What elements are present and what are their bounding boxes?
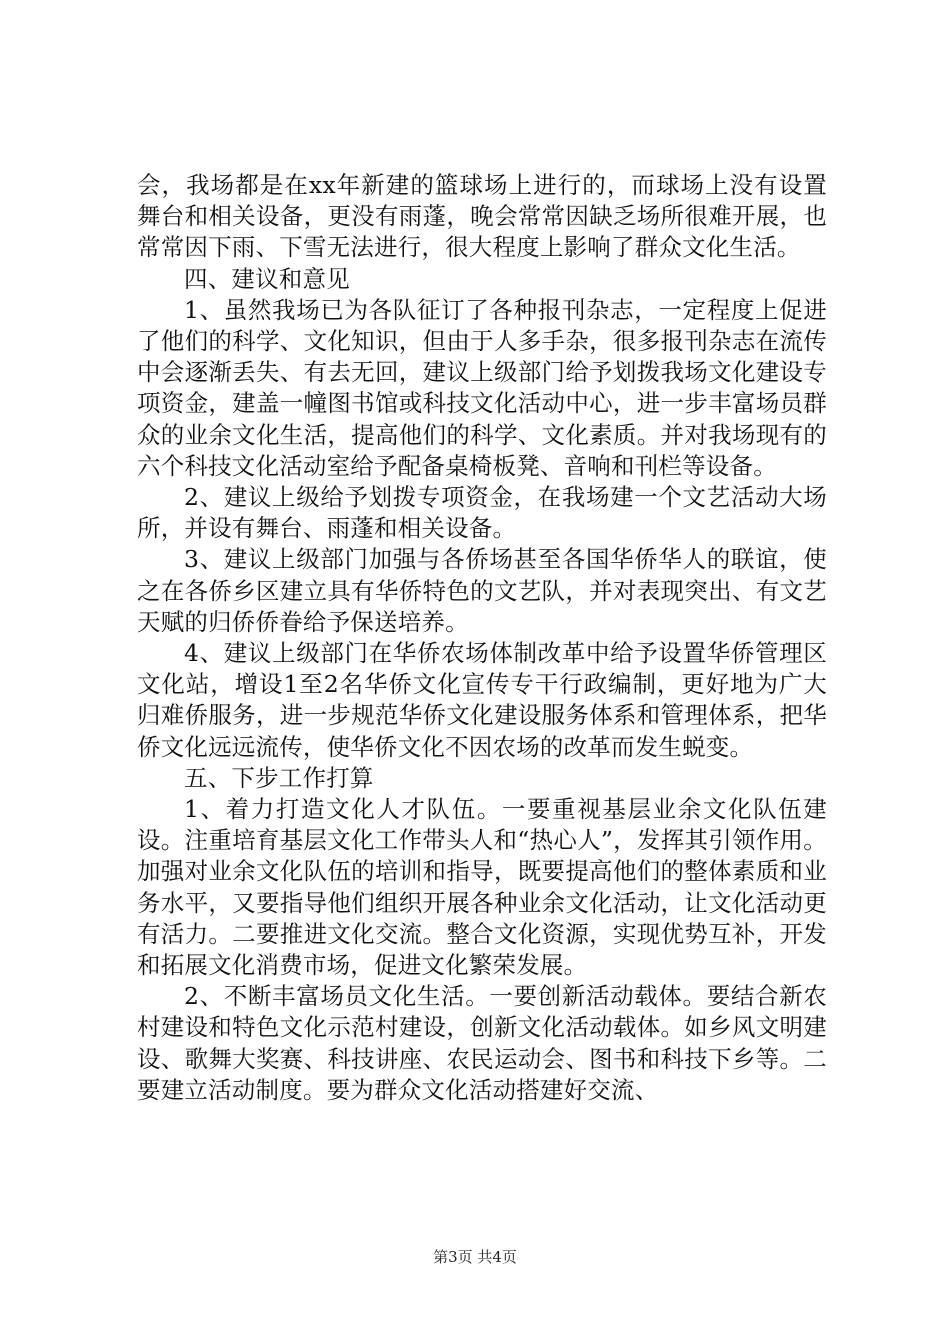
paragraph-continuation: 会，我场都是在xx年新建的篮球场上进行的，而球场上没有设置舞台和相关设备，更没有雨蓬，晚会常常因缺乏场所很难开展，也常常因下雨、下雪无法进行，很大程度上影响了群众文化生活。 [137, 171, 827, 262]
paragraph-suggestion-1: 1、虽然我场已为各队征订了各种报刊杂志，一定程度上促进了他们的科学、文化知识，但由于人多手杂，很多报刊杂志在流传中会逐渐丢失、有去无回，建议上级部门给予划拨我场文化建设专项资金，建盖一幢图书馆或科技文化活动中心，进一步丰富场员群众的业余文化生活，提高他们的科学、文化素质。并对我场现有的六个科技文化活动室给予配备桌椅板凳、音响和刊栏等设备。 [137, 295, 827, 480]
paragraph-plan-2: 2、不断丰富场员文化生活。一要创新活动载体。要结合新农村建设和特色文化示范村建设，创新文化活动载体。如乡风文明建设、歌舞大奖赛、科技讲座、农民运动会、图书和科技下乡等。二要建立活动制度。要为群众文化活动搭建好交流、 [137, 982, 827, 1104]
paragraph-suggestion-4: 4、建议上级部门在华侨农场体制改革中给予设置华侨管理区文化站，增设1至2名华侨文化宣传专干行政编制，更好地为广大归难侨服务，进一步规范华侨文化建设服务体系和管理体系，把华侨文化远远流传，使华侨文化不因农场的改革而发生蜕变。 [137, 639, 827, 761]
section-heading-next-steps: 五、下步工作打算 [184, 763, 374, 792]
document-body [137, 170, 827, 1106]
page-footer [0, 1246, 950, 1267]
paragraph-plan-1: 1、着力打造文化人才队伍。一要重视基层业余文化队伍建设。注重培育基层文化工作带头人和“热心人”，发挥其引领作用。加强对业余文化队伍的培训和指导，既要提高他们的整体素质和业务水平，又要指导他们组织开展各种业余文化活动，让文化活动更有活力。二要推进文化交流。整合文化资源，实现优势互补，开发和拓展文化消费市场，促进文化繁荣发展。 [137, 795, 827, 980]
section-heading-suggestions: 四、建议和意见 [184, 264, 350, 293]
paragraph-suggestion-3: 3、建议上级部门加强与各侨场甚至各国华侨华人的联谊，使之在各侨乡区建立具有华侨特色的文艺队，并对表现突出、有文艺天赋的归侨侨眷给予保送培养。 [137, 545, 827, 636]
paragraph-suggestion-2: 2、建议上级给予划拨专项资金，在我场建一个文艺活动大场所，并设有舞台、雨蓬和相关设备。 [137, 483, 827, 543]
page-number-label: 第3页 共4页 [433, 1248, 517, 1266]
